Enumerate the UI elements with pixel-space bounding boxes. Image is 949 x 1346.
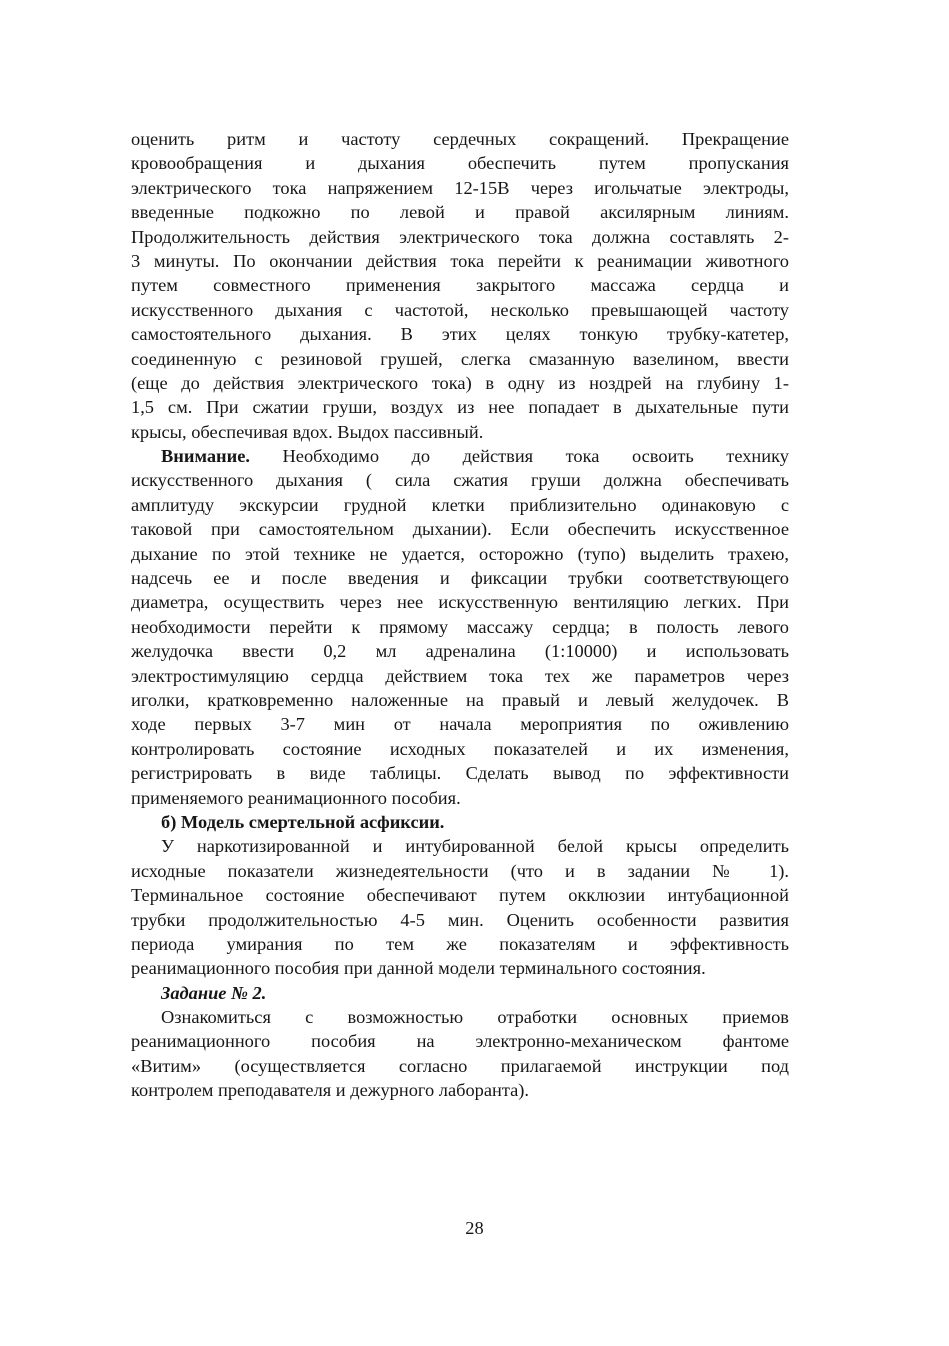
text-line: контролем преподавателя и дежурного лаборанта). (131, 1080, 530, 1101)
paragraph-procedure (131, 127, 789, 444)
text-line: Терминальное состояние обеспечивают путем окклюзии интубационной (131, 885, 789, 906)
attention-label: Внимание. (161, 446, 251, 467)
text-line: реанимационного пособия при данной модели терминального состояния. (131, 958, 706, 979)
paragraph-attention (131, 444, 789, 810)
text-line: ходе первых 3-7 мин от начала мероприятия по оживлению (131, 714, 789, 735)
text-line: У наркотизированной и интубированной белой крысы определить (161, 836, 789, 857)
text-line: трубки продолжительностью 4-5 мин. Оценить особенности развития (131, 909, 789, 930)
text-line: введенные подкожно по левой и правой аксилярным линиям. (131, 202, 789, 223)
text-line: диаметра, осуществить через нее искусственную вентиляцию легких. При (131, 592, 789, 613)
text-line: контролировать состояние исходных показателей и их изменения, (131, 738, 789, 759)
text-line: путем совместного применения закрытого массажа сердца и (131, 275, 789, 296)
text-line: периода умирания по тем же показателям и эффективность (131, 933, 789, 954)
text-line: крысы, обеспечивая вдох. Выдох пассивный. (131, 421, 484, 442)
text-line: необходимости перейти к прямому массажу сердца; в полость левого (131, 616, 789, 637)
text-span: Необходимо до действия тока освоить технику (282, 446, 789, 467)
text-line: искусственного дыхания с частотой, несколько превышающей частоту (131, 299, 789, 320)
text-line: Ознакомиться с возможностью отработки основных приемов (161, 1007, 789, 1028)
text-line: электрического тока напряжением 12-15В через игольчатые электроды, (131, 177, 789, 198)
text-line: самостоятельного дыхания. В этих целях тонкую трубку-катетер, (131, 324, 789, 345)
text-line: «Витим» (осуществляется согласно прилагаемой инструкции под (131, 1055, 789, 1076)
text-line: Продолжительность действия электрического тока должна составлять 2- (131, 226, 789, 247)
text-line: 3 минуты. По окончании действия тока перейти к реанимации животного (131, 250, 789, 271)
text-line: надсечь ее и после введения и фиксации трубки соответствующего (131, 568, 789, 589)
paragraph-asphyxia (131, 834, 789, 980)
text-line: электростимуляцию сердца действием тока тех же параметров через (131, 665, 789, 686)
text-line: исходные показатели жизнедеятельности (что и в задании № 1). (131, 860, 789, 881)
text-line (131, 444, 789, 468)
text-line: (еще до действия электрического тока) в одну из ноздрей на глубину 1- (131, 372, 789, 393)
section-heading: б) Модель смертельной асфиксии. (161, 811, 445, 832)
text-line: желудочка ввести 0,2 мл адреналина (1:10000) и использовать (131, 641, 789, 662)
text-line: соединенную с резиновой грушей, слегка смазанную вазелином, ввести (131, 348, 789, 369)
text-line: реанимационного пособия на электронно-механическом фантоме (131, 1031, 789, 1052)
text-line: иголки, кратковременно наложенные на правый и левый желудочек. В (131, 689, 789, 710)
text-line: таковой при самостоятельном дыхании). Если обеспечить искусственное (131, 519, 789, 540)
page-body (131, 127, 789, 1103)
text-line: амплитуду экскурсии грудной клетки приблизительно одинаковую с (131, 494, 789, 515)
page-number: 28 (465, 1218, 484, 1238)
text-line: кровообращения и дыхания обеспечить путем пропускания (131, 153, 789, 174)
text-line: оценить ритм и частоту сердечных сокращений. Прекращение (131, 129, 789, 149)
text-line: применяемого реанимационного пособия. (131, 787, 461, 808)
text-line: искусственного дыхания ( сила сжатия груши должна обеспечивать (131, 470, 789, 491)
text-line: 1,5 см. При сжатии груши, воздух из нее попадает в дыхательные пути (131, 397, 789, 418)
task-heading: Задание № 2. (161, 982, 267, 1003)
text-line: регистрировать в виде таблицы. Сделать вывод по эффективности (131, 763, 789, 784)
paragraph-task (131, 1005, 789, 1103)
text-line: дыхание по этой технике не удается, осторожно (тупо) выделить трахею, (131, 543, 789, 564)
